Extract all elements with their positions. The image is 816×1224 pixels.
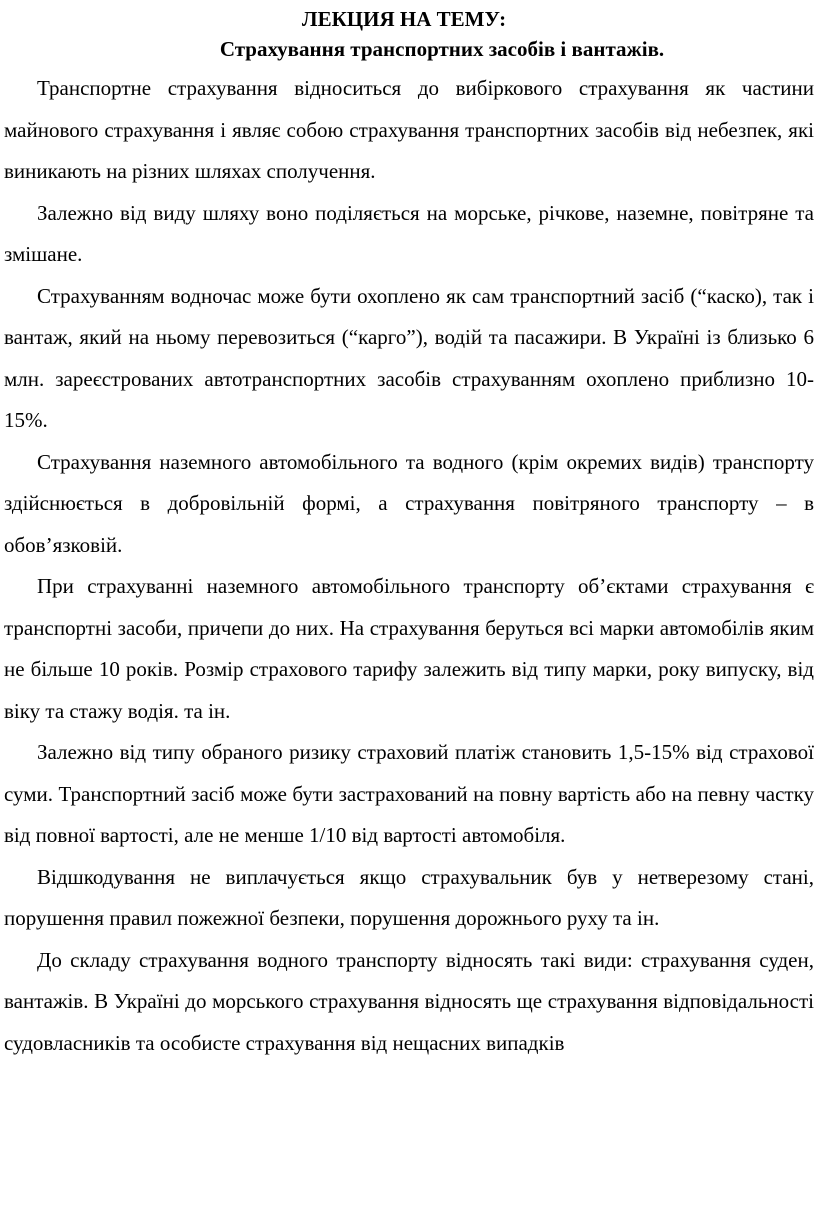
lecture-heading: ЛЕКЦИЯ НА ТЕМУ:: [301, 7, 507, 31]
paragraph-4: Страхування наземного автомобільного та водного (крім окремих видів) транспорту здійснюється в добровільній формі, а страхування повітряного транспорту – в обов’язковій.: [4, 449, 814, 557]
paragraph-6: Залежно від типу обраного ризику страховий платіж становить 1,5-15% від страхової суми. Транспортний засіб може бути застрахований на повну вартість або на певну частку від повної вартості, але не менше 1/10 від вартості автомобіля.: [4, 740, 814, 847]
paragraph-1: Транспортне страхування відноситься до вибіркового страхування як частини майнового страхування і являє собою страхування транспортних засобів від небезпек, які виникають на різних шляхах сполучення.: [4, 76, 814, 183]
paragraph-8: До складу страхування водного транспорту відносять такі види: страхування суден, вантажів. В Україні до морського страхування відносять ще страхування відповідальності судовласників та особисте страхування від нещасних випадків: [4, 947, 814, 1055]
paragraph-7: Відшкодування не виплачується якщо страхувальник був у нетверезому стані, порушення правил пожежної безпеки, порушення дорожнього руху та ін.: [4, 864, 814, 930]
paragraph-2: Залежно від виду шляху воно поділяється на морське, річкове, наземне, повітряне та змішане.: [4, 200, 814, 266]
paragraph-3: Страхуванням водночас може бути охоплено як сам транспортний засіб (“каско), так і вантаж, який на ньому перевозиться (“карго”), водій та пасажири. В Україні із близько 6 млн. зареєстрованих автотранспортних засобів страхуванням охоплено приблизно 10-15%.: [4, 283, 814, 432]
lecture-body: [4, 68, 814, 1064]
lecture-subheading: Страхування транспортних засобів і вантажів.: [219, 37, 665, 61]
paragraph-5: При страхуванні наземного автомобільного транспорту об’єктами страхування є транспортні засоби, причепи до них. На страхування беруться всі марки автомобілів яким не більше 10 років. Розмір страхового тарифу залежить від типу марки, року випуску, від віку та стажу водія. та ін.: [4, 574, 814, 723]
